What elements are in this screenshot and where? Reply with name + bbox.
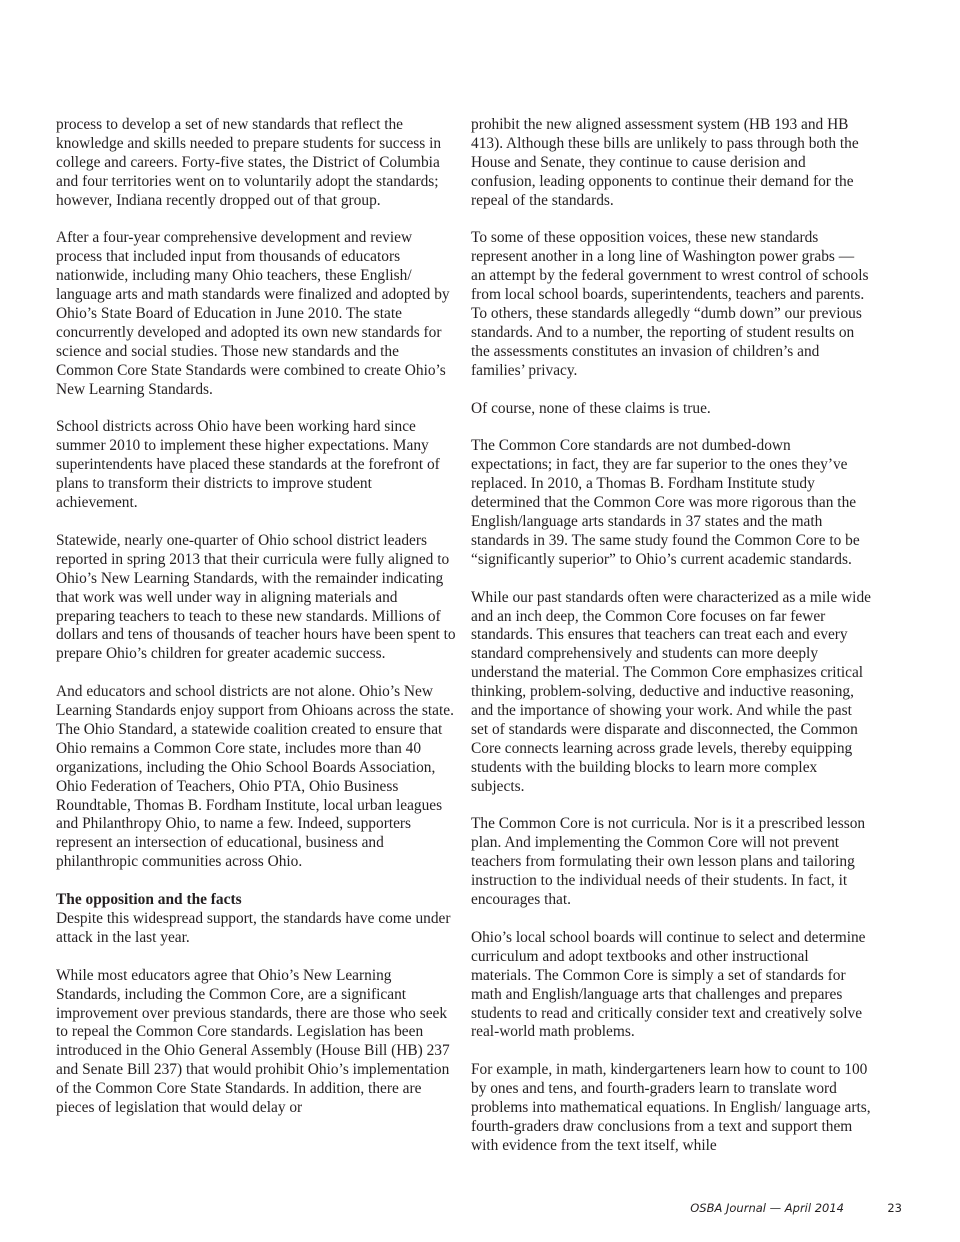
paragraph: While our past standards often were characterized as a mile wide and an inch deep, the Common Core focuses on far fewer standards. This ensures that teachers can treat each and every standard comprehensively and students can more deeply understand the material. The Common Core emphasizes critical thinking, problem-solving, deductive and inductive reasoning, and the importance of showing your work. And while the past set of standards were disparate and disconnected, the Common Core connects learning across grade levels, thereby equipping students with the building blocks to learn more complex subjects. — [471, 588, 871, 795]
page-footer — [0, 1201, 960, 1221]
paragraph: For example, in math, kindergarteners learn how to count to 100 by ones and tens, and fourth-graders learn to translate word problems into mathematical equations. In English/ language arts, fourth-graders draw conclusions from a text and support them with evidence from the text itself, while — [471, 1061, 871, 1154]
paragraph: Of course, none of these claims is true. — [471, 399, 711, 417]
paragraph: Ohio’s local school boards will continue to select and determine curriculum and adopt textbooks and other instructional materials. The Common Core is simply a set of standards for math and English/language arts that challenges and prepares students to read and critically consider text and creatively solve real-world math problems. — [471, 928, 866, 1041]
left-column — [56, 116, 456, 1137]
paragraph: The Common Core standards are not dumbed-down expectations; in fact, they are far superior to the ones they’ve replaced. In 2010, a Thomas B. Fordham Institute study determined that the Common Core was more rigorous than the English/language arts standards in 37 states and the math standards in 39. The same study found the Common Core to be “significantly superior” to Ohio’s current academic standards. — [471, 437, 860, 568]
paragraph: After a four-year comprehensive development and review process that included input from thousands of educators nationwide, including many Ohio teachers, these English/ language arts and math standards were finalized and adopted by Ohio’s State Board of Education in June 2010. The state concurrently developed and adopted its own new standards for science and social studies. Those new standards and the Common Core State Standards were combined to create Ohio’s New Learning Standards. — [56, 229, 450, 398]
paragraph: School districts across Ohio have been working hard since summer 2010 to implement these higher expectations. Many superintendents have placed these standards at the forefront of plans to transform their districts to improve student achievement. — [56, 418, 440, 512]
page-number: 23 — [887, 1201, 902, 1215]
paragraph: Despite this widespread support, the standards have come under attack in the last year. — [56, 909, 451, 946]
journal-title: OSBA Journal — April 2014 — [690, 1201, 844, 1215]
paragraph: While most educators agree that Ohio’s New Learning Standards, including the Common Core, are a significant improvement over previous standards, there are those who seek to repeal the Common Core standards. Legislation has been introduced in the Ohio General Assembly (House Bill (HB) 237 and Senate Bill 237) that would prohibit Ohio’s implementation of the Common Core State Standards. In addition, there are pieces of legislation that would delay or — [56, 966, 450, 1117]
paragraph: prohibit the new aligned assessment system (HB 193 and HB 413). Although these bills are unlikely to pass through both the House and Senate, they continue to cause derision and confusion, leading opponents to continue their demand for the repeal of the standards. — [471, 116, 859, 209]
paragraph: The Common Core is not curricula. Nor is it a prescribed lesson plan. And implementing the Common Core will not prevent teachers from formulating their own lesson plans and tailoring instruction to the individual needs of their students. In fact, it encourages that. — [471, 815, 866, 909]
right-column — [471, 116, 871, 1175]
paragraph: Statewide, nearly one-quarter of Ohio school district leaders reported in spring 2013 that their curricula were fully aligned to Ohio’s New Learning Standards, with the remainder indicating that work was well under way in aligning materials and preparing teachers to teach to these new standards. Millions of dollars and tens of thousands of teacher hours have been spent to prepare Ohio’s children for greater academic success. — [56, 531, 456, 663]
paragraph: And educators and school districts are not alone. Ohio’s New Learning Standards enjoy support from Ohioans across the state. The Ohio Standard, a statewide coalition created to ensure that Ohio remains a Common Core state, includes more than 40 organizations, including the Ohio School Boards Association, Ohio Federation of Teachers, Ohio PTA, Ohio Business Roundtable, Thomas B. Fordham Institute, local urban leagues and Philanthropy Ohio, to name a few. Indeed, supporters represent an intersection of educational, business and philanthropic communities across Ohio. — [56, 683, 454, 871]
paragraph: To some of these opposition voices, these new standards represent another in a long line of Washington power grabs — an attempt by the federal government to wrest control of schools from local school boards, superintendents, teachers and parents. To others, these standards allegedly “dumb down” our previous standards. And to a number, the reporting of student results on the assessments constitutes an invasion of children’s and families’ privacy. — [471, 229, 869, 379]
section-heading: The opposition and the facts — [56, 891, 242, 909]
paragraph: process to develop a set of new standards that reflect the knowledge and skills needed to prepare students for success in college and careers. Forty-five states, the District of Columbia and four territories went on to voluntarily adopt the standards; however, Indiana recently dropped out of that group. — [56, 116, 442, 209]
